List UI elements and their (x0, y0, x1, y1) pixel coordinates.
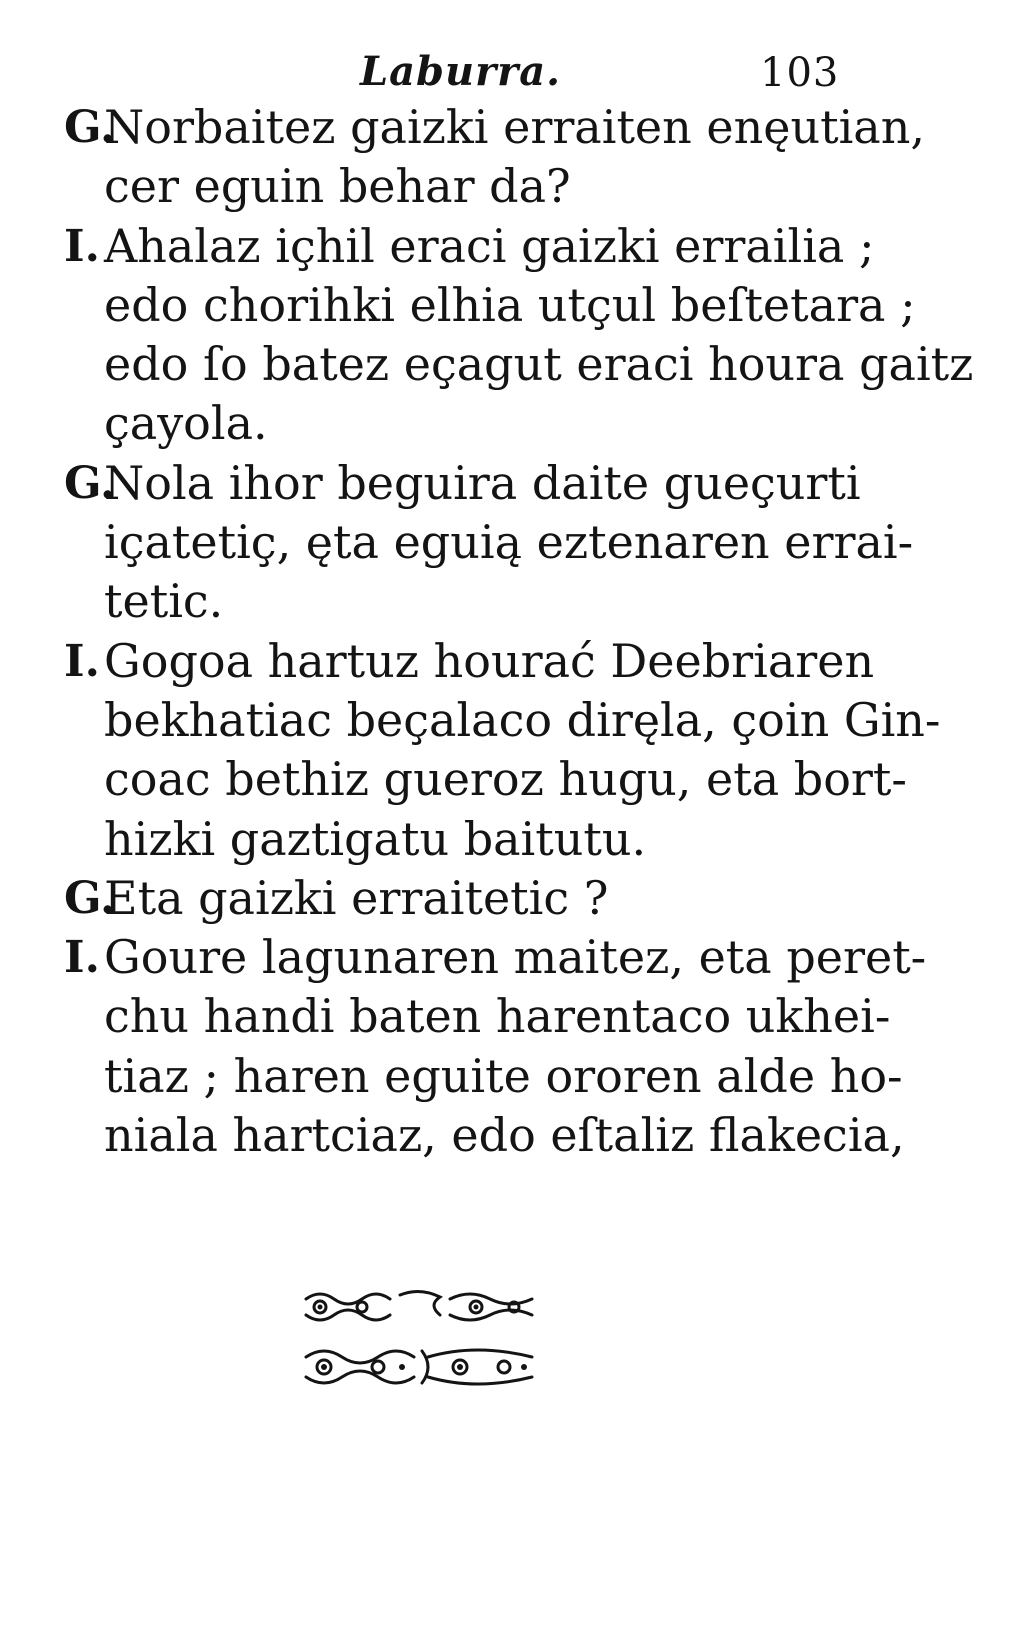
text-line: tiaz ; haren eguite ororen alde ho- (104, 1048, 903, 1103)
text-line: içatetiç, ęta eguią eztenaren errai- (104, 515, 914, 570)
text-line: hizki gaztigatu baitutu. (104, 811, 647, 866)
text-line: tetic. (104, 574, 224, 629)
text-line: chu handi baten harentaco ukhei- (104, 989, 891, 1044)
catechism-text (64, 98, 974, 1165)
speaker-mark: I. (64, 220, 100, 272)
question-entry (64, 869, 834, 928)
running-title: Laburra. (360, 48, 562, 95)
page-number: 103 (760, 50, 840, 96)
answer-entry (64, 632, 941, 869)
text-line: edo ſo batez eçagut eraci houra gaitz (104, 337, 974, 392)
text-line: bekhatiac beçalaco diręla, çoin Gin- (104, 692, 941, 747)
text-line: Norbaitez gaizki erraiten enęutian, (104, 100, 925, 154)
text-line: cer eguin behar da? (104, 159, 571, 214)
question-entry (64, 454, 914, 632)
text-line: Goure lagunaren maitez, eta peret- (104, 930, 927, 985)
text-line: Ahalaz iҫhil eraci gaizki errailia ; (104, 218, 875, 273)
text-line: Nola ihor beguira daite gueçurti (104, 455, 861, 510)
text-line: niala hartciaz, edo eſtaliz flakecia, (104, 1108, 905, 1163)
speaker-mark: I. (64, 932, 100, 984)
answer-entry (64, 217, 974, 454)
text-line: Gogoa hartuz hourać Deebriaren (104, 633, 875, 688)
text-line: edo chorihki elhia utçul beſtetara ; (104, 277, 916, 332)
text-line: Eta gaizki erraitetic ? (104, 870, 609, 925)
speaker-mark: G. (64, 102, 116, 153)
floral-ornament-icon (300, 1285, 540, 1405)
speaker-mark: G. (64, 872, 116, 924)
text-line: çayola. (104, 396, 268, 451)
answer-entry (64, 928, 927, 1165)
speaker-mark: G. (64, 457, 116, 509)
text-line: coac bethiz gueroz hugu, eta bort- (104, 752, 907, 807)
question-entry (64, 98, 925, 217)
speaker-mark: I. (64, 635, 100, 687)
